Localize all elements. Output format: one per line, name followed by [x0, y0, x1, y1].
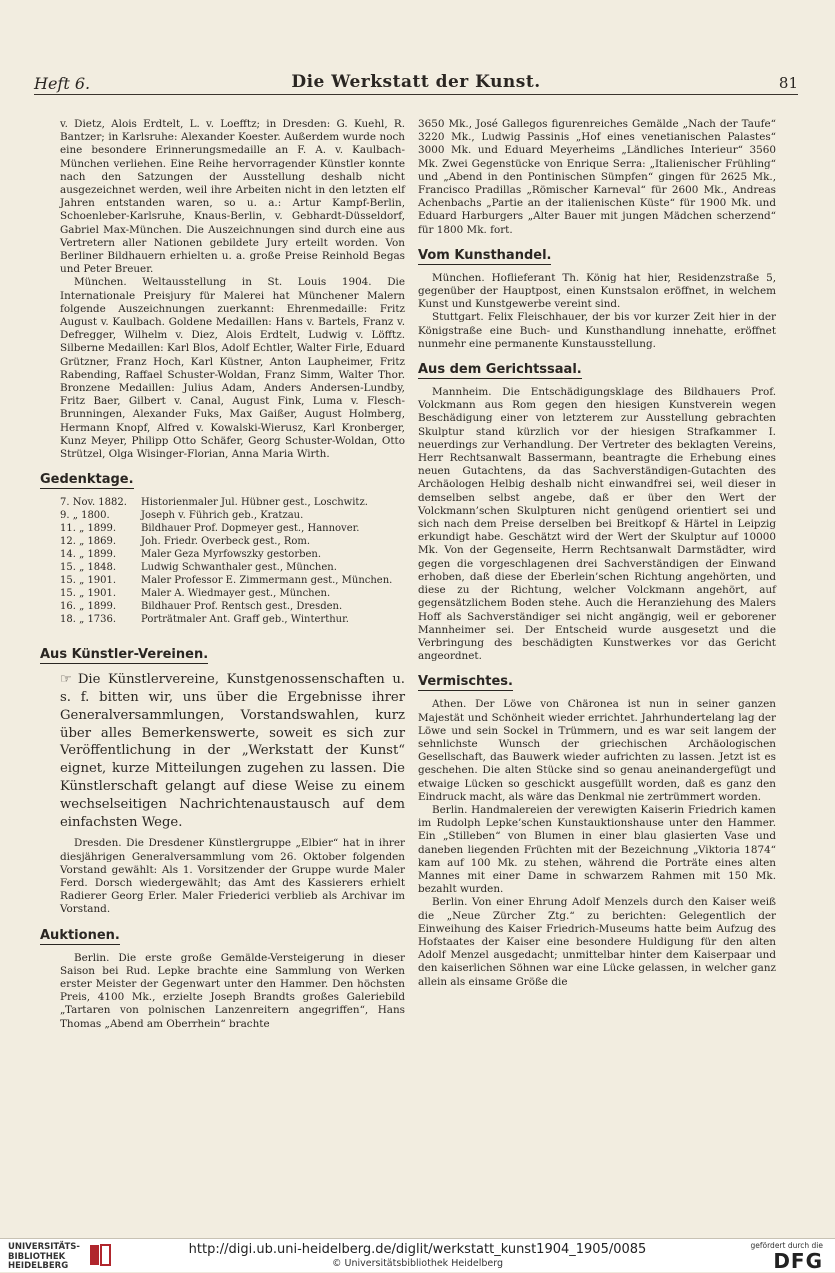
table-row: 16. „ 1899. Bildhauer Prof. Rentsch gest., Dresden. [60, 601, 343, 613]
table-row: 7. Nov. 1882. Historienmaler Jul. Hübner gest., Loschwitz. [60, 497, 368, 509]
page-header [34, 72, 798, 95]
table-row: 14. „ 1899. Maler Geza Myrfowszky gestorben. [60, 549, 322, 561]
kunsthandel-paragraph: München. Hoflieferant Th. König hat hier, Residenzstraße 5, gegenüber der Hauptpost, einen Kunstsalon eröffnet, in welchem Kunst und Kunstgewerbe vereint sind. [418, 271, 776, 311]
vereine-paragraph: Dresden. Die Dresdener Künstlergruppe „Elbier“ hat in ihrer diesjährigen Generalversammlung vom 26. Oktober folgenden Vorstand gewählt: Als 1. Vorsitzender der Gruppe wurde Maler Ferd. Dorsch wiedergewählt; das Amt des Kassierers erhielt Radierer Georg Erler. Maler Friederici verblieb als Archivar im Vorstand. [60, 837, 405, 916]
vermischtes-paragraph: Berlin. Handmalereien der verewigten Kaiserin Friedrich kamen im Rudolph Lepke’schen Kunstauktionshause unter den Hammer. Ein „Stilleben“ von Blumen in einer blau glasierten Vase und daneben liegenden Früchten mit der Bezeichnung „Viktoria 1874“ kam auf 100 Mk. zu stehen, während die Porträte eines alten Mannes mit einer Dame in schwarzem Rahmen mit 150 Mk. bezahlt wurden. [418, 803, 776, 896]
section-heading-vereine: Aus Künstler-Vereinen. [40, 647, 209, 663]
digitization-footer [0, 1238, 835, 1272]
intro-paragraph: München. Weltausstellung in St. Louis 1904. Die Internationale Preisjury für Malerei hat Münchener Malern folgende Auszeichnungen zuerkannt: Ehrenmedaille: Fritz August v. Kaulbach. Goldene Medaillen: Hans v. Bartels, Franz v. Defregger, Wilhelm v. Diez, Alois Erdtelt, Ludwig v. Löfftz. Silberne Medaillen: Karl Blos, Adolf Echtler, Walter Firle, Eduard Grützner, Franz Hoch, Karl Küstner, Anton Laupheimer, Fritz Rabending, Raffael Schuster-Woldan, Franz Simm, Walter Thor. Bronzene Medaillen: Julius Adam, Anders Andersen-Lundby, Fritz Baer, Gilbert v. Canal, August Fink, Luma v. Flesch-Brunningen, Alexander Fuks, Max Gaißer, August Holmberg, Hermann Knopf, Alfred v. Kowalski-Wierusz, Karl Kronberger, Kunz Meyer, Philipp Otto Schäfer, Georg Schuster-Woldan, Otto Strützel, Olga Wisinger-Florian, Anna Maria Wirth. [60, 276, 405, 461]
vermischtes-paragraph: Athen. Der Löwe von Chäronea ist nun in seiner ganzen Majestät und Schönheit wieder errichtet. Jahrhundertelang lag der Löwe und sein Sockel in Trümmern, und es war seit langem der sehnlichste Wunsch der griechischen Archäologischen Gesellschaft, das Bauwerk wieder aufrichten zu lassen. Jetzt ist es geschehen. Die alten Stücke sind so genau aneinandergefügt und etwaige Lücken so geschickt ausgefüllt worden, daß es ganz den Eindruck macht, als wäre das Denkmal nie zertrümmert worden. [418, 698, 776, 803]
table-row: 15. „ 1848. Ludwig Schwanthaler gest., München. [60, 562, 337, 574]
issue-label: Heft 6. [34, 74, 91, 93]
table-row: 18. „ 1736. Porträtmaler Ant. Graff geb., Winterthur. [60, 614, 349, 626]
table-row: 15. „ 1901. Maler Professor E. Zimmermann gest., München. [60, 575, 393, 587]
pointing-hand-icon: ☞ [60, 672, 72, 688]
left-column [40, 118, 405, 1031]
vermischtes-paragraph: Berlin. Von einer Ehrung Adolf Menzels durch den Kaiser weiß die „Neue Zürcher Ztg.“ zu berichten: Gelegentlich der Einweihung des Kaiser Friedrich-Museums hatte beim Aufzug des Hofstaates der Kaiser eine besondere Huldigung für den alten Adolf Menzel ausgedacht; unmittelbar hinter dem Kaiserpaar und den kaiserlichen Söhnen war eine Lücke gelassen, in welcher ganz allein als einsame Größe die [418, 896, 776, 988]
table-row: 9. „ 1800. Joseph v. Führich geb., Kratzau. [60, 510, 304, 522]
auktionen-paragraph: Berlin. Die erste große Gemälde-Versteigerung in dieser Saison bei Rud. Lepke brachte eine Sammlung von Werken erster Meister der Gegenwart unter den Hammer. Den höchsten Preis, 4100 Mk., erzielte Joseph Brandts großes Galeriebild „Tartaren von polnischen Lanzenreitern angegriffen“, Hans Thomas „Abend am Oberrhein“ brachte [60, 951, 405, 1030]
page-number: 81 [778, 74, 798, 92]
intro-paragraph: v. Dietz, Alois Erdtelt, L. v. Loefftz; in Dresden: G. Kuehl, R. Bantzer; in Karlsruhe: Alexander Koester. Außerdem wurde noch eine besondere Erinnerungsmedaille an F. A. v. Kaulbach-München verliehen. Eine Reihe hervorragender Künstler konnte nach den Satzungen der Ausstellung deshalb nicht ausgezeichnet werden, weil ihre Arbeiten nicht in den letzten elf Jahren entstanden waren, so u. a.: Artur Kampf-Berlin, Schoenleber-Karlsruhe, Knaus-Berlin, v. Gebhardt-Düsseldorf, Gabriel Max-München. Die Auszeichnungen sind durch eine aus Vertretern aller Nationen gebildete Jury erteilt worden. Von Berliner Bildhauern erhielten u. a. große Preise Reinhold Begas und Peter Breuer. [60, 118, 405, 276]
gedenktage-table [60, 496, 395, 626]
table-row: 11. „ 1899. Bildhauer Prof. Dopmeyer gest., Hannover. [60, 523, 360, 535]
vereine-intro: ☞ Die Künstlervereine, Kunstgenossenschaften u. s. f. bitten wir, uns über die Ergebnisse ihrer Generalversammlungen, Vorstandswahlen, kurz über alles Bemerkenswerte, soweit es sich zur Veröffentlichung in der „Werkstatt der Kunst“ eignet, kurze Mitteilungen zugehen zu lassen. Die Künstlerschaft gelangt auf diese Weise zu einem wechselseitigen Nachrichtenaustausch auf dem einfachsten Wege. [60, 672, 405, 830]
section-heading-gedenktage: Gedenktage. [40, 472, 134, 488]
kunsthandel-paragraph: Stuttgart. Felix Fleischhauer, der bis vor kurzer Zeit hier in der Königstraße eine Buch- und Kunsthandlung innehatte, eröffnet nunmehr eine permanente Kunstausstellung. [418, 311, 776, 350]
copyright-notice: © Universitätsbibliothek Heidelberg [331, 1258, 503, 1269]
dfg-logo: DFG [773, 1249, 823, 1273]
funding-note: gefördert durch die [750, 1241, 823, 1250]
university-library-logo: UNIVERSITÄTS- BIBLIOTHEK HEIDELBERG [8, 1242, 80, 1271]
section-heading-gerichtssaal: Aus dem Gerichtssaal. [418, 362, 582, 378]
gerichtssaal-paragraph: Mannheim. Die Entschädigungsklage des Bildhauers Prof. Volckmann aus Rom gegen den hiesigen Kunstverein wegen Beschädigung einer von letzterem zur Ausstellung gebrachten Skulptur stand kürzlich vor der hiesigen Strafkammer I. neuerdings zur Verhandlung. Der Vertreter des beklagten Vereins, Herr Rechtsanwalt Bassermann, beantragte die Erhebung eines neuen Gutachtens, da das Sachverständigen-Gutachten des Archäologen Helbig deshalb nicht einwandfrei sei, weil dieser in demselben selbst angebe, daß er über den Wert der Volckmann’schen Skulpturen nicht genügend orientiert sei und sich nach dem Preise derselben bei Breitkopf & Härtel in Leipzig erkundigt habe. Geschätzt wird der Wert der Skulptur auf 10000 Mk. Von der Gegenseite, Herrn Rechtsanwalt Darmstädter, wird gegen die vorgeschlagenen drei Sachverständigen der Einwand erhoben, daß diese der Eberlein’schen Richtung angehörten, und diese zu der Richtung, welcher Volckmann angehört, auf gegensätzlichem Boden stehe. Auch die Heranziehung des Malers Hoff als Sachverständiger sei nicht angängig, weil er geborener Mannheimer sei. Der Entscheid wurde ausgesetzt und die Verbringung des beschädigten Kunstwerkes vor das Gericht angeordnet. [418, 386, 776, 663]
journal-title: Die Werkstatt der Kunst. [291, 72, 541, 92]
section-heading-vermischtes: Vermischtes. [418, 674, 513, 690]
auktionen-continued: 3650 Mk., José Gallegos figurenreiches Gemälde „Nach der Taufe“ 3220 Mk., Ludwig Passinis „Hof eines venetianischen Palastes“ 3000 Mk. und Eduard Meyerheims „Ländliches Interieur“ 3560 Mk. Zwei Gegenstücke von Enrique Serra: „Italienischer Frühling“ und „Abend in den Pontinischen Sümpfen“ gingen für 2625 Mk., Francisco Pradillas „Römischer Karneval“ für 2600 Mk., Andreas Achenbachs „Partie an der italienischen Küste“ für 1900 Mk. und Eduard Harburgers „Alter Bauer mit jungen Mädchen scherzend“ für 1800 Mk. fort. [418, 118, 776, 236]
section-heading-auktionen: Auktionen. [40, 927, 120, 943]
section-heading-kunsthandel: Vom Kunsthandel. [418, 247, 552, 263]
right-column [418, 118, 776, 989]
permalink-url[interactable]: http://digi.ub.uni-heidelberg.de/diglit/werkstatt_kunst1904_1905/0085 [188, 1242, 647, 1257]
table-row: 12. „ 1869. Joh. Friedr. Overbeck gest., Rom. [60, 536, 311, 548]
table-row: 15. „ 1901. Maler A. Wiedmayer gest., München. [60, 588, 331, 600]
